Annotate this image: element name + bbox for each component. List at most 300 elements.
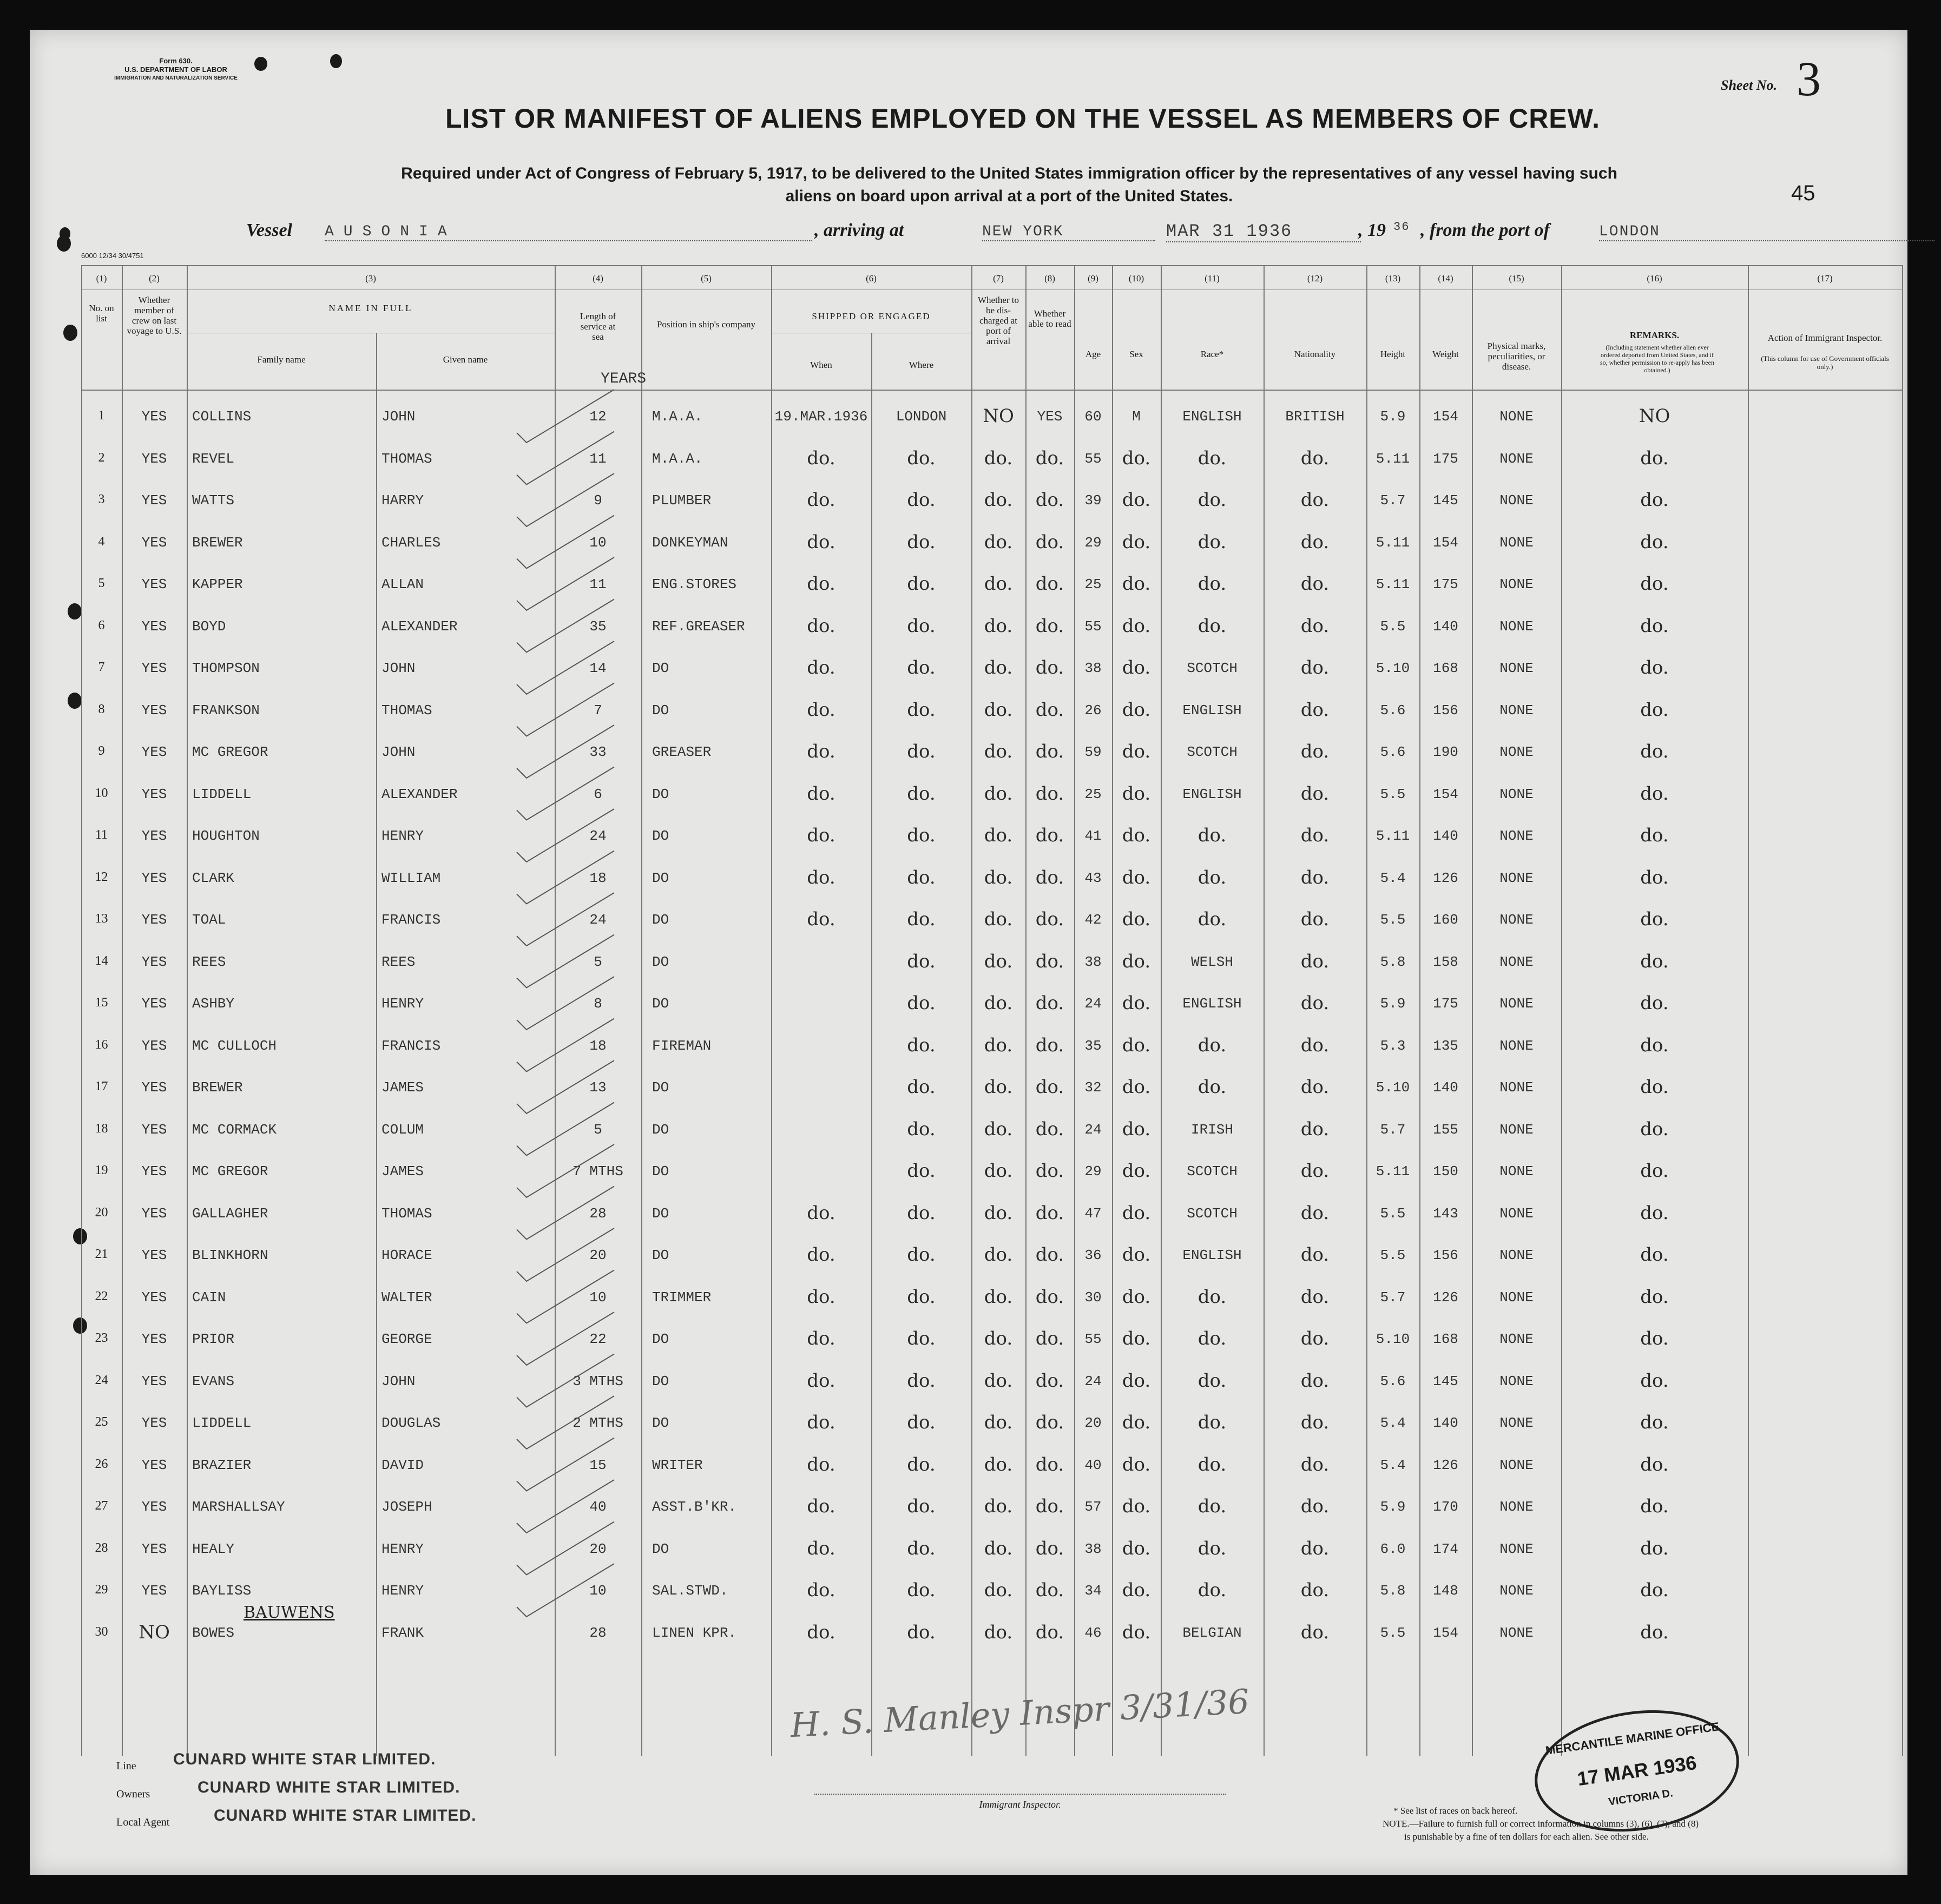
stamp-top-text: MERCANTILE MARINE OFFICE	[1544, 1719, 1720, 1758]
cell-remarks: do.	[1640, 1202, 1669, 1224]
cell-given-name: REES	[381, 953, 416, 970]
cell-race: do.	[1198, 866, 1227, 888]
cell-discharged: do.	[984, 741, 1013, 762]
cell-age: 39	[1084, 492, 1102, 509]
cell-remarks: do.	[1640, 573, 1669, 595]
cell-weight: 190	[1433, 744, 1458, 760]
cell-remarks: do.	[1640, 489, 1669, 511]
family-name-correction: BAUWENS	[244, 1603, 335, 1622]
vessel-name: AUSONIA	[325, 223, 812, 241]
cell-service-length: 20	[589, 1540, 607, 1557]
cell-family-name: PRIOR	[192, 1331, 235, 1347]
cell-family-name: MC GREGOR	[192, 1163, 268, 1180]
cell-prior-crew: YES	[141, 1079, 167, 1096]
cell-race: do.	[1198, 1369, 1227, 1392]
cell-remarks: do.	[1640, 908, 1669, 930]
signature-line	[814, 1794, 1226, 1795]
cell-given-name: JAMES	[381, 1163, 424, 1180]
cell-age: 46	[1084, 1624, 1102, 1641]
cell-race: do.	[1198, 1495, 1227, 1517]
cell-nationality: do.	[1300, 1369, 1330, 1392]
col-3-given-header: Given name	[443, 354, 488, 365]
cell-shipped-where: do.	[907, 741, 936, 762]
col-13-header: Height	[1380, 349, 1406, 359]
cell-age: 38	[1084, 660, 1102, 676]
cell-remarks: do.	[1640, 1328, 1669, 1349]
cell-able-to-read: do.	[1035, 657, 1064, 678]
row-number: 1	[98, 409, 105, 423]
cell-discharged: do.	[984, 531, 1013, 553]
cell-age: 35	[1084, 1037, 1102, 1054]
cell-race: do.	[1198, 489, 1227, 511]
cell-shipped-when: do.	[807, 699, 835, 721]
cell-nationality: do.	[1300, 908, 1330, 930]
cell-physical-marks: NONE	[1499, 869, 1534, 886]
cell-height: 5.7	[1380, 1289, 1406, 1306]
cell-shipped-where: do.	[907, 1118, 936, 1140]
cell-sex: do.	[1122, 950, 1151, 972]
cell-height: 5.8	[1380, 1583, 1406, 1599]
cell-service-length: 10	[589, 1583, 607, 1599]
cell-race: do.	[1198, 1579, 1227, 1601]
cell-shipped-where: do.	[907, 782, 936, 805]
cell-weight: 140	[1433, 1079, 1458, 1096]
col-12-num: (12)	[1307, 273, 1323, 284]
cell-nationality: do.	[1300, 1621, 1330, 1643]
cell-weight: 154	[1433, 786, 1458, 802]
cell-discharged: do.	[984, 825, 1013, 846]
cell-weight: 174	[1433, 1540, 1458, 1557]
row-number: 8	[98, 702, 105, 716]
cell-height: 5.5	[1380, 912, 1406, 928]
cell-sex: do.	[1122, 1621, 1151, 1643]
cell-prior-crew: YES	[141, 828, 167, 844]
cell-given-name: FRANCIS	[381, 1037, 441, 1054]
cell-age: 60	[1084, 409, 1102, 425]
cell-family-name: REVEL	[192, 450, 235, 467]
cell-family-name: MC CORMACK	[192, 1121, 277, 1138]
col-12-header: Nationality	[1294, 349, 1336, 359]
page-mark: 45	[1791, 181, 1815, 205]
cell-nationality: do.	[1300, 1412, 1330, 1433]
cell-discharged: NO	[983, 405, 1014, 427]
col-10-num: (10)	[1128, 273, 1144, 284]
cell-position: DO	[652, 828, 669, 844]
cell-given-name: JOSEPH	[381, 1499, 432, 1515]
cell-remarks: do.	[1640, 1244, 1669, 1266]
cell-given-name: ALLAN	[381, 576, 424, 592]
col-3-family-header: Family name	[257, 354, 306, 365]
cell-family-name: CAIN	[192, 1289, 226, 1306]
cell-shipped-where: do.	[907, 531, 936, 553]
cell-service-length: 18	[589, 1037, 607, 1054]
cell-prior-crew: YES	[141, 1205, 167, 1222]
cell-weight: 168	[1433, 1331, 1458, 1347]
cell-service-length: 40	[589, 1499, 607, 1515]
row-number: 6	[98, 618, 105, 633]
cell-race: do.	[1198, 908, 1227, 930]
row-number: 30	[95, 1624, 108, 1639]
cell-position: DO	[652, 1079, 669, 1096]
cell-nationality: do.	[1300, 1034, 1330, 1056]
cell-given-name: FRANK	[381, 1624, 424, 1641]
row-number: 19	[95, 1163, 108, 1177]
row-number: 13	[95, 912, 108, 926]
cell-shipped-when: do.	[807, 1621, 835, 1643]
manifest-sheet	[30, 30, 1907, 1875]
cell-shipped-when: do.	[807, 447, 835, 469]
cell-discharged: do.	[984, 1328, 1013, 1349]
cell-remarks: do.	[1640, 657, 1669, 678]
row-number: 29	[95, 1583, 108, 1597]
cell-shipped-when: do.	[807, 908, 835, 930]
cell-discharged: do.	[984, 1579, 1013, 1601]
cell-prior-crew: YES	[141, 660, 167, 676]
cell-shipped-when: 19.MAR.1936	[774, 409, 868, 425]
subtitle-line-2: aliens on board upon arrival at a port of the United States.	[785, 187, 1233, 205]
cell-shipped-where: do.	[907, 1537, 936, 1559]
cell-position: DO	[652, 953, 669, 970]
cell-weight: 126	[1433, 869, 1458, 886]
cell-shipped-when: do.	[807, 1202, 835, 1224]
cell-position: FIREMAN	[652, 1037, 712, 1054]
cell-shipped-where: do.	[907, 992, 936, 1014]
cell-nationality: do.	[1300, 782, 1330, 805]
cell-sex: do.	[1122, 615, 1151, 637]
cell-prior-crew: YES	[141, 534, 167, 551]
cell-given-name: HORACE	[381, 1247, 432, 1263]
cell-discharged: do.	[984, 1412, 1013, 1433]
cell-height: 5.10	[1376, 1079, 1410, 1096]
cell-shipped-where: do.	[907, 699, 936, 721]
line-value: CUNARD WHITE STAR LIMITED.	[173, 1750, 436, 1768]
row-number: 17	[95, 1079, 108, 1093]
sheet-number: 3	[1797, 52, 1821, 106]
cell-position: DO	[652, 660, 669, 676]
cell-given-name: ALEXANDER	[381, 786, 458, 802]
cell-age: 26	[1084, 702, 1102, 719]
cell-prior-crew: YES	[141, 702, 167, 719]
cell-nationality: do.	[1300, 1328, 1330, 1349]
cell-age: 29	[1084, 534, 1102, 551]
cell-prior-crew: YES	[141, 869, 167, 886]
col-6-when-header: When	[810, 360, 832, 370]
cell-able-to-read: do.	[1035, 1537, 1064, 1559]
cell-prior-crew: YES	[141, 1415, 167, 1431]
cell-height: 5.11	[1376, 534, 1410, 551]
cell-prior-crew: YES	[141, 1457, 167, 1473]
check-marks	[30, 30, 1907, 1875]
cell-race: ENGLISH	[1182, 1247, 1242, 1263]
col-17-note: (This column for use of Government officials only.)	[1761, 354, 1889, 371]
cell-position: PLUMBER	[652, 492, 712, 509]
cell-sex: do.	[1122, 825, 1151, 846]
cell-discharged: do.	[984, 782, 1013, 805]
check-mark	[517, 390, 614, 443]
from-port-label: , from the port of	[1420, 220, 1550, 240]
cell-prior-crew: YES	[141, 1037, 167, 1054]
cell-discharged: do.	[984, 1076, 1013, 1098]
cell-height: 5.4	[1380, 1415, 1406, 1431]
cell-race: ENGLISH	[1182, 702, 1242, 719]
cell-race: do.	[1198, 1537, 1227, 1559]
cell-remarks: do.	[1640, 531, 1669, 553]
col-7-num: (7)	[993, 273, 1004, 284]
cell-physical-marks: NONE	[1499, 1289, 1534, 1306]
cell-given-name: HENRY	[381, 996, 424, 1012]
cell-given-name: GEORGE	[381, 1331, 432, 1347]
cell-sex: do.	[1122, 1076, 1151, 1098]
cell-height: 6.0	[1380, 1540, 1406, 1557]
col-15-header: Physical marks, peculiarities, or disease.	[1487, 341, 1546, 372]
cell-position: DO	[652, 1540, 669, 1557]
cell-nationality: do.	[1300, 447, 1330, 469]
cell-shipped-where: do.	[907, 1579, 936, 1601]
cell-family-name: COLLINS	[192, 409, 252, 425]
cell-service-length: 10	[589, 534, 607, 551]
cell-position: M.A.A.	[652, 450, 703, 467]
cell-weight: 140	[1433, 618, 1458, 635]
cell-nationality: do.	[1300, 615, 1330, 637]
cell-remarks: do.	[1640, 1621, 1669, 1643]
cell-physical-marks: NONE	[1499, 1079, 1534, 1096]
cell-age: 24	[1084, 996, 1102, 1012]
cell-remarks: do.	[1640, 447, 1669, 469]
cell-shipped-where: do.	[907, 908, 936, 930]
cell-nationality: BRITISH	[1285, 409, 1345, 425]
col-15-num: (15)	[1509, 273, 1524, 284]
cell-discharged: do.	[984, 1286, 1013, 1308]
cell-given-name: WALTER	[381, 1289, 432, 1306]
cell-remarks: do.	[1640, 950, 1669, 972]
cell-discharged: do.	[984, 1369, 1013, 1392]
cell-weight: 135	[1433, 1037, 1458, 1054]
col-9-header: Age	[1085, 349, 1101, 359]
cell-family-name: BRAZIER	[192, 1457, 252, 1473]
cell-weight: 175	[1433, 576, 1458, 592]
cell-family-name: MC GREGOR	[192, 744, 268, 760]
cell-weight: 168	[1433, 660, 1458, 676]
cell-family-name: KAPPER	[192, 576, 243, 592]
cell-service-length: 28	[589, 1205, 607, 1222]
row-number: 16	[95, 1037, 108, 1052]
cell-shipped-when: do.	[807, 1369, 835, 1392]
footer-notes	[1383, 1804, 1848, 1843]
cell-weight: 143	[1433, 1205, 1458, 1222]
cell-family-name: CLARK	[192, 869, 235, 886]
cell-height: 5.3	[1380, 1037, 1406, 1054]
cell-given-name: JOHN	[381, 660, 416, 676]
col-6-num: (6)	[866, 273, 877, 284]
cell-family-name: LIDDELL	[192, 786, 252, 802]
cell-sex: M	[1132, 409, 1141, 425]
col-4-header: Length of service at sea	[580, 311, 616, 342]
col-17-header: Action of Immigrant Inspector.	[1767, 333, 1883, 343]
cell-prior-crew: YES	[141, 786, 167, 802]
cell-nationality: do.	[1300, 1453, 1330, 1475]
cell-service-length: 20	[589, 1247, 607, 1263]
cell-service-length: 10	[589, 1289, 607, 1306]
cell-able-to-read: do.	[1035, 825, 1064, 846]
cell-age: 40	[1084, 1457, 1102, 1473]
cell-physical-marks: NONE	[1499, 1331, 1534, 1347]
cell-height: 5.5	[1380, 618, 1406, 635]
cell-race: ENGLISH	[1182, 786, 1242, 802]
cell-discharged: do.	[984, 1202, 1013, 1224]
cell-able-to-read: do.	[1035, 1328, 1064, 1349]
cell-able-to-read: do.	[1035, 1579, 1064, 1601]
cell-age: 47	[1084, 1205, 1102, 1222]
cell-remarks: do.	[1640, 825, 1669, 846]
row-number: 12	[95, 869, 108, 884]
cell-position: TRIMMER	[652, 1289, 712, 1306]
cell-physical-marks: NONE	[1499, 912, 1534, 928]
cell-age: 30	[1084, 1289, 1102, 1306]
cell-discharged: do.	[984, 992, 1013, 1014]
cell-given-name: CHARLES	[381, 534, 441, 551]
col-4-num: (4)	[593, 273, 603, 284]
cell-family-name: BREWER	[192, 534, 243, 551]
cell-discharged: do.	[984, 1621, 1013, 1643]
col-9-num: (9)	[1088, 273, 1098, 284]
cell-shipped-when: do.	[807, 825, 835, 846]
cell-remarks: do.	[1640, 1160, 1669, 1182]
stamp-bottom-text: VICTORIA D.	[1607, 1787, 1674, 1808]
cell-shipped-when: do.	[807, 866, 835, 888]
cell-remarks: do.	[1640, 782, 1669, 805]
cell-weight: 126	[1433, 1457, 1458, 1473]
col-14-num: (14)	[1438, 273, 1453, 284]
cell-service-length: 24	[589, 828, 607, 844]
cell-nationality: do.	[1300, 741, 1330, 762]
cell-nationality: do.	[1300, 1537, 1330, 1559]
row-number: 5	[98, 576, 105, 590]
col-16-note: (Including statement whether alien ever ordered deported from United States, and if so, whether permission to re-apply has been obtained.)	[1600, 344, 1714, 374]
cell-age: 57	[1084, 1499, 1102, 1515]
cell-position: DONKEYMAN	[652, 534, 728, 551]
cell-sex: do.	[1122, 1579, 1151, 1601]
cell-remarks: do.	[1640, 1537, 1669, 1559]
cell-able-to-read: do.	[1035, 1369, 1064, 1392]
cell-remarks: do.	[1640, 1412, 1669, 1433]
cell-able-to-read: YES	[1037, 409, 1063, 425]
cell-shipped-where: do.	[907, 657, 936, 678]
arriving-label: , arriving at	[814, 220, 904, 240]
cell-height: 5.4	[1380, 869, 1406, 886]
cell-sex: do.	[1122, 699, 1151, 721]
cell-shipped-when: do.	[807, 1328, 835, 1349]
cell-weight: 155	[1433, 1121, 1458, 1138]
cell-sex: do.	[1122, 447, 1151, 469]
row-number: 2	[98, 450, 105, 465]
cell-age: 59	[1084, 744, 1102, 760]
cell-remarks: do.	[1640, 699, 1669, 721]
footnote-races: * See list of races on back hereof.	[1393, 1806, 1518, 1816]
cell-nationality: do.	[1300, 1118, 1330, 1140]
cell-service-length: 7	[594, 702, 602, 719]
cell-shipped-where: do.	[907, 615, 936, 637]
row-number: 21	[95, 1247, 108, 1261]
cell-physical-marks: NONE	[1499, 409, 1534, 425]
cell-given-name: JOHN	[381, 409, 416, 425]
form-number: Form 630.	[159, 57, 193, 65]
cell-family-name: GALLAGHER	[192, 1205, 268, 1222]
cell-discharged: do.	[984, 1160, 1013, 1182]
cell-position: DO	[652, 1373, 669, 1389]
cell-sex: do.	[1122, 1495, 1151, 1517]
cell-family-name: REES	[192, 953, 226, 970]
cell-given-name: THOMAS	[381, 450, 432, 467]
cell-discharged: do.	[984, 1244, 1013, 1266]
cell-height: 5.11	[1376, 1163, 1410, 1180]
cell-height: 5.5	[1380, 786, 1406, 802]
cell-prior-crew: YES	[141, 996, 167, 1012]
cell-remarks: NO	[1639, 405, 1670, 427]
cell-discharged: do.	[984, 1537, 1013, 1559]
cell-physical-marks: NONE	[1499, 1499, 1534, 1515]
cell-sex: do.	[1122, 1244, 1151, 1266]
cell-nationality: do.	[1300, 1202, 1330, 1224]
cell-age: 25	[1084, 786, 1102, 802]
print-code: 6000 12/34 30/4751	[81, 252, 144, 260]
col-1-num: (1)	[96, 273, 107, 284]
sheet-number-label: Sheet No.	[1721, 77, 1777, 93]
footer	[116, 1750, 766, 1835]
cell-remarks: do.	[1640, 615, 1669, 637]
cell-position: DO	[652, 869, 669, 886]
cell-able-to-read: do.	[1035, 1286, 1064, 1308]
cell-physical-marks: NONE	[1499, 1540, 1534, 1557]
cell-service-length: 15	[589, 1457, 607, 1473]
cell-nationality: do.	[1300, 1579, 1330, 1601]
cell-sex: do.	[1122, 573, 1151, 595]
line-label: Line	[116, 1760, 136, 1772]
col-8-num: (8)	[1044, 273, 1055, 284]
col-14-header: Weight	[1432, 349, 1459, 359]
cell-shipped-where: do.	[907, 1495, 936, 1517]
cell-height: 5.9	[1380, 996, 1406, 1012]
cell-sex: do.	[1122, 908, 1151, 930]
cell-physical-marks: NONE	[1499, 1121, 1534, 1138]
cell-shipped-when: do.	[807, 782, 835, 805]
cell-physical-marks: NONE	[1499, 534, 1534, 551]
cell-shipped-when: do.	[807, 1579, 835, 1601]
signature-caption: Immigrant Inspector.	[979, 1799, 1061, 1810]
cell-discharged: do.	[984, 447, 1013, 469]
col-16-num: (16)	[1647, 273, 1662, 284]
vessel-label: Vessel	[246, 220, 292, 240]
cell-shipped-when: do.	[807, 1244, 835, 1266]
row-number: 27	[95, 1499, 108, 1513]
owners-value: CUNARD WHITE STAR LIMITED.	[198, 1778, 460, 1796]
cell-able-to-read: do.	[1035, 782, 1064, 805]
cell-discharged: do.	[984, 657, 1013, 678]
cell-shipped-where: do.	[907, 1369, 936, 1392]
cell-physical-marks: NONE	[1499, 744, 1534, 760]
cell-shipped-where: do.	[907, 950, 936, 972]
cell-physical-marks: NONE	[1499, 1163, 1534, 1180]
cell-family-name: TOAL	[192, 912, 226, 928]
cell-prior-crew: YES	[141, 1289, 167, 1306]
cell-shipped-where: do.	[907, 866, 936, 888]
cell-discharged: do.	[984, 699, 1013, 721]
cell-position: DO	[652, 1331, 669, 1347]
cell-family-name: HOUGHTON	[192, 828, 260, 844]
cell-shipped-when: do.	[807, 657, 835, 678]
cell-shipped-when: do.	[807, 615, 835, 637]
col-7-header: Whether to be dis-charged at port of arrival	[978, 295, 1019, 346]
cell-sex: do.	[1122, 1537, 1151, 1559]
